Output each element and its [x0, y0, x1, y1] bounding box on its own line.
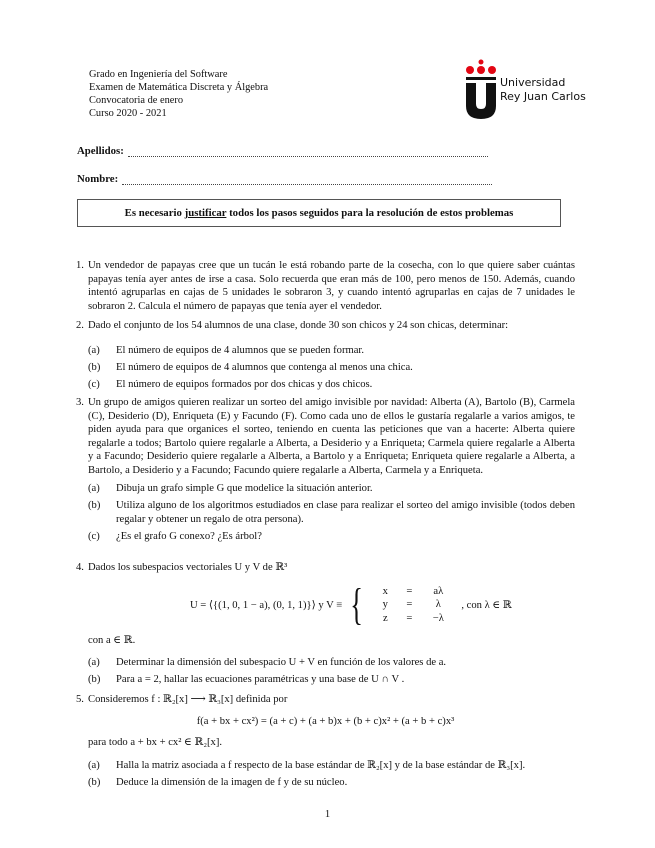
part-b: (b) El número de equipos de 4 alumnos que contenga al menos una chica.	[88, 361, 413, 373]
question-text: Dado el conjunto de los 54 alumnos de una clase, donde 30 son chicos y 24 son chicas, determinar:	[88, 320, 509, 331]
question-5	[76, 693, 575, 789]
condition-text: para todo a + bx + cx² ∈ ℝ₂[x].	[88, 737, 223, 748]
part-b: (b) Deduce la dimensión de la imagen de f y de su núcleo.	[88, 776, 348, 788]
question-number: 3.	[76, 397, 84, 408]
question-4	[76, 561, 575, 575]
university-logo	[463, 58, 586, 120]
justify-notice-box	[77, 199, 561, 227]
part-a: (a) El número de equipos de 4 alumnos que se pueden formar.	[88, 344, 365, 356]
question-number: 4.	[76, 562, 84, 573]
part-a: (a) Determinar la dimensión del subespacio U + V en función de los valores de a.	[88, 656, 447, 668]
part-a: (a) Dibuja un grafo simple G que modelice la situación anterior.	[88, 483, 373, 494]
logo-line-1: Universidad	[500, 76, 566, 89]
question-number: 1.	[76, 260, 84, 271]
eq-right: , con λ ∈ ℝ	[461, 600, 512, 611]
urjc-emblem-icon	[463, 58, 499, 120]
subspaces-equation	[190, 580, 512, 629]
left-brace: {	[350, 580, 364, 629]
name-field[interactable]	[77, 173, 492, 185]
question-text: Consideremos f : ℝ₂[x] ⟶ ℝ₃[x] definida por	[88, 694, 288, 705]
part-b: (b) Utiliza alguno de los algoritmos estudiados en clase para realizar el sorteo del amigo invisible (todos deben regalar y obtener un regalo de otra persona).	[88, 500, 575, 525]
parametric-system: x = aλ y = λ z = −λ	[382, 585, 444, 624]
course-header	[89, 68, 268, 120]
surname-label: Apellidos:	[77, 145, 124, 157]
year-line: Curso 2020 - 2021	[89, 108, 167, 119]
condition-text: con a ∈ ℝ.	[88, 635, 136, 646]
question-3	[76, 396, 575, 543]
notice-text: Es necesario justificar todos los pasos seguidos para la resolución de estos problemas	[124, 207, 514, 219]
name-label: Nombre:	[77, 173, 119, 185]
question-4-cont	[76, 634, 575, 686]
question-number: 2.	[76, 320, 84, 331]
part-c: (c) El número de equipos formados por dos chicas y dos chicos.	[88, 378, 373, 390]
name-blank[interactable]	[122, 175, 492, 185]
part-c: (c) ¿Es el grafo G conexo? ¿Es árbol?	[88, 530, 262, 542]
logo-line-2: Rey Juan Carlos	[500, 90, 586, 103]
surname-field[interactable]	[77, 145, 488, 157]
question-1	[76, 259, 575, 313]
part-b: (b) Para a = 2, hallar las ecuaciones paramétricas y una base de U ∩ V .	[88, 673, 405, 685]
linear-map-equation: f(a + bx + cx²) = (a + c) + (a + b)x + (b + c)x² + (a + b + c)x³	[196, 715, 455, 727]
exam-line: Examen de Matemática Discreta y Álgebra	[89, 82, 269, 93]
question-number: 5.	[76, 694, 84, 705]
part-a: (a) Halla la matriz asociada a f respecto de la base estándar de ℝ₂[x] y de la base estándar de ℝ₃[x].	[88, 759, 526, 771]
question-text: Dados los subespacios vectoriales U y V de ℝ³	[88, 562, 288, 573]
question-text: Un grupo de amigos quieren realizar un sorteo del amigo invisible por navidad: Alberta (A), Bartolo (B), Carmela (C), Desiderio (D), Enriqueta (E) y Facundo (F). Como cada uno de ellos le gustaría regalarle a varios amigos, te piden ayuda para que organices el sorteo, teniendo en cuenta las peticiones que van a hacerte: Alberta quiere regalarle a todos; Bartolo quiere regalarle a Alberta, a Desiderio y a Enriqueta; Carmela quiere regalarle a Alberta y a Facundo; Desiderio quiere regalarle a Alberta, a Bartolo y a Enriqueta; Enriqueta quiere regalarle a Alberta, a Bartolo, a Desiderio y a Facundo; Facundo quiere regalarle a Alberta, Carmela y a Enriqueta.	[88, 397, 575, 476]
call-line: Convocatoria de enero	[89, 95, 184, 106]
question-text: Un vendedor de papayas cree que un tucán le está robando parte de la cosecha, con lo que quiere saber cuántas papayas tenía ayer antes de irse a casa. Solo recuerda que eran más de 100, pero menos de 150. Además, cuando intentó agruparlas en cajas de 5 unidades le sobraron 3, y cuando intentó agruparlas en cajas de 7 unidades le sobraron 2. Calcula el número de papayas que tenía ayer el vendedor.	[88, 260, 575, 312]
question-2	[76, 319, 575, 391]
degree-line: Grado en Ingeniería del Software	[89, 69, 228, 80]
page-number: 1	[324, 809, 331, 820]
surname-blank[interactable]	[128, 147, 488, 157]
eq-left: U = ⟨{(1, 0, 1 − a), (0, 1, 1)}⟩ y V ≡	[190, 600, 343, 611]
